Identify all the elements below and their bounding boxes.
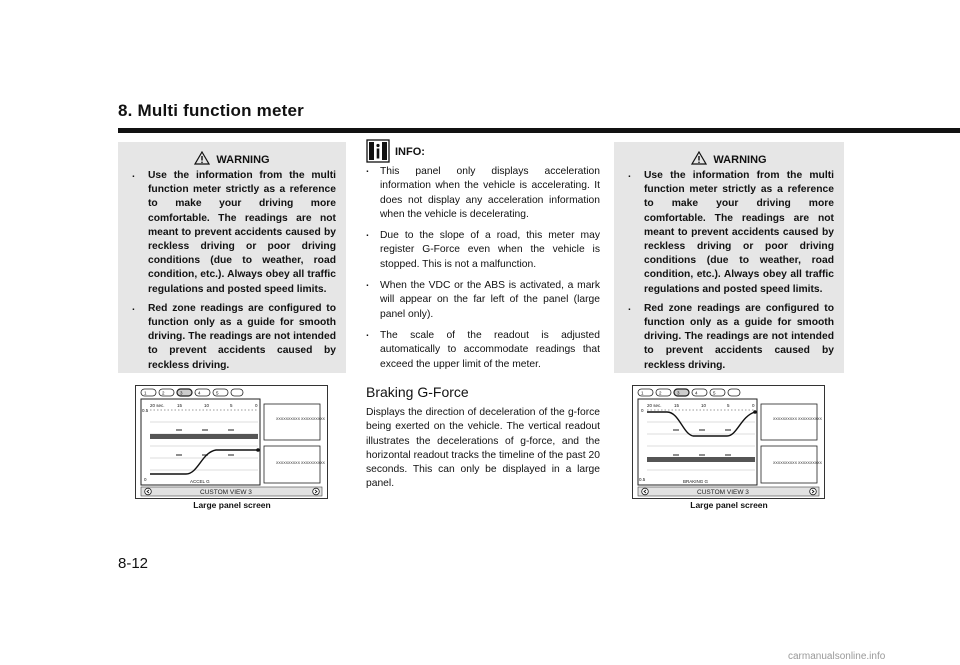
- top-value: 0.5: [142, 408, 149, 413]
- screen-tab-settings: [231, 389, 243, 396]
- title-rule: [118, 128, 960, 133]
- tick-label: 10: [701, 403, 707, 408]
- next-arrow-icon: [313, 488, 320, 495]
- braking-g-screen-graphic: [633, 386, 824, 498]
- graph-panel: [141, 399, 260, 485]
- warning-heading-text: WARNING: [216, 154, 270, 166]
- warning-heading: [118, 151, 346, 166]
- screen-tab-label: 2: [162, 390, 165, 396]
- screen-tab-label: 4: [198, 390, 201, 396]
- prev-arrow-icon: [145, 488, 152, 495]
- screen-caption: Large panel screen: [193, 500, 271, 510]
- screen-tab-settings: [728, 389, 740, 396]
- side-panel-top: [264, 404, 320, 440]
- screen-tabs: [141, 389, 243, 396]
- current-point: [256, 448, 260, 452]
- warning-item: . Use the information from the multi function meter strictly as a reference to make your driving more comfortable. The readings are not meant to prevent accidents caused by reckless driving or poor driving conditions (due to weather, road condition, etc.). Always obey all traffic regulations and posted speed limits.: [132, 169, 336, 297]
- screen-tab-label: 5: [713, 390, 716, 396]
- bottom-value: 0: [144, 477, 147, 482]
- side-text: XXXXXXXXXX XXXXXXXXXX: [276, 417, 325, 421]
- warning-box-left: [118, 142, 346, 373]
- screen-tab-label: 3: [677, 390, 680, 396]
- tick-label: 15: [177, 403, 183, 408]
- warning-item: . Use the information from the multi function meter strictly as a reference to make your driving more comfortable. The readings are not meant to prevent accidents caused by reckless driving or poor driving conditions (due to weather, road condition, etc.). Always obey all traffic regulations and posted speed limits.: [628, 169, 834, 297]
- tick-label: 15: [674, 403, 680, 408]
- info-item: . Due to the slope of a road, this meter may register G-Force even when the vehicle is stopped. This is not a malfunction.: [366, 229, 600, 272]
- warning-heading: [614, 151, 844, 166]
- side-text: XXXXXXXXXX XXXXXXXXXX: [773, 417, 822, 421]
- braking-heading: Braking G-Force: [366, 384, 469, 400]
- tick-label: 0: [255, 403, 258, 408]
- braking-body: Displays the direction of deceleration of the g-force being exerted on the vehicle. The vertical readout illustrates the decelerations of g-force, and the horizontal readout tracks the timeline of the past 20 seconds. This can only be displayed in a large panel.: [366, 407, 600, 490]
- info-icon: [366, 139, 390, 163]
- info-list: [366, 165, 600, 379]
- screen-tab-label: 1: [641, 390, 644, 396]
- footer-watermark: carmanualsonline.info: [788, 651, 886, 662]
- info-item: . When the VDC or the ABS is activated, a mark will appear on the far left of the panel (large panel only).: [366, 279, 600, 322]
- time-label: 20 sec.: [150, 403, 165, 408]
- tick-label: 5: [727, 403, 730, 408]
- screen-tab-label: 2: [659, 390, 662, 396]
- braking-g-screen: [632, 385, 825, 499]
- tick-label: 10: [204, 403, 210, 408]
- prev-arrow-icon: [642, 488, 649, 495]
- accel-g-screen: [135, 385, 328, 499]
- warning-box-right: [614, 142, 844, 373]
- side-panel-top: [761, 404, 817, 440]
- info-heading: INFO:: [395, 146, 425, 158]
- warning-item: . Red zone readings are configured to function only as a guide for smooth driving. The readings are not intended to prevent accidents caused by reckless driving.: [628, 302, 834, 373]
- warning-triangle-icon: [691, 151, 707, 165]
- view-label: CUSTOM VIEW 3: [697, 488, 749, 496]
- side-text: XXXXXXXXXX XXXXXXXXXX: [276, 461, 325, 465]
- tick-label: 5: [230, 403, 233, 408]
- warning-list: [132, 169, 336, 378]
- top-value: 0: [641, 408, 644, 413]
- info-item: . This panel only displays acceleration information when the vehicle is accelerating. It does not display any acceleration information when the vehicle is decelerating.: [366, 165, 600, 222]
- warning-list: [628, 169, 834, 378]
- warning-item: . Red zone readings are configured to function only as a guide for smooth driving. The readings are not intended to prevent accidents caused by reckless driving.: [132, 302, 336, 373]
- view-label: CUSTOM VIEW 3: [200, 488, 252, 496]
- screen-tabs: [638, 389, 740, 396]
- current-point: [753, 410, 757, 414]
- readout-label: ACCEL G: [190, 479, 210, 484]
- reference-band: [150, 434, 258, 439]
- warning-triangle-icon: [194, 151, 210, 165]
- accel-g-screen-graphic: [136, 386, 327, 498]
- screen-tab-label: 4: [695, 390, 698, 396]
- side-text: XXXXXXXXXX XXXXXXXXXX: [773, 461, 822, 465]
- info-item: . The scale of the readout is adjusted automatically to accommodate readings that exceed the upper limit of the meter.: [366, 329, 600, 372]
- screen-caption: Large panel screen: [690, 500, 768, 510]
- bottom-value: 0.5: [639, 477, 646, 482]
- screen-tab-label: 1: [144, 390, 147, 396]
- reference-band: [647, 457, 755, 462]
- screen-tab-label: 3: [180, 390, 183, 396]
- readout-label: BRAKING G: [683, 479, 709, 484]
- time-label: 20 sec.: [647, 403, 662, 408]
- section-title: 8. Multi function meter: [118, 101, 304, 120]
- page-number: 8-12: [118, 555, 149, 572]
- next-arrow-icon: [810, 488, 817, 495]
- warning-heading-text: WARNING: [713, 154, 767, 166]
- screen-tab-label: 5: [216, 390, 219, 396]
- tick-label: 0: [752, 403, 755, 408]
